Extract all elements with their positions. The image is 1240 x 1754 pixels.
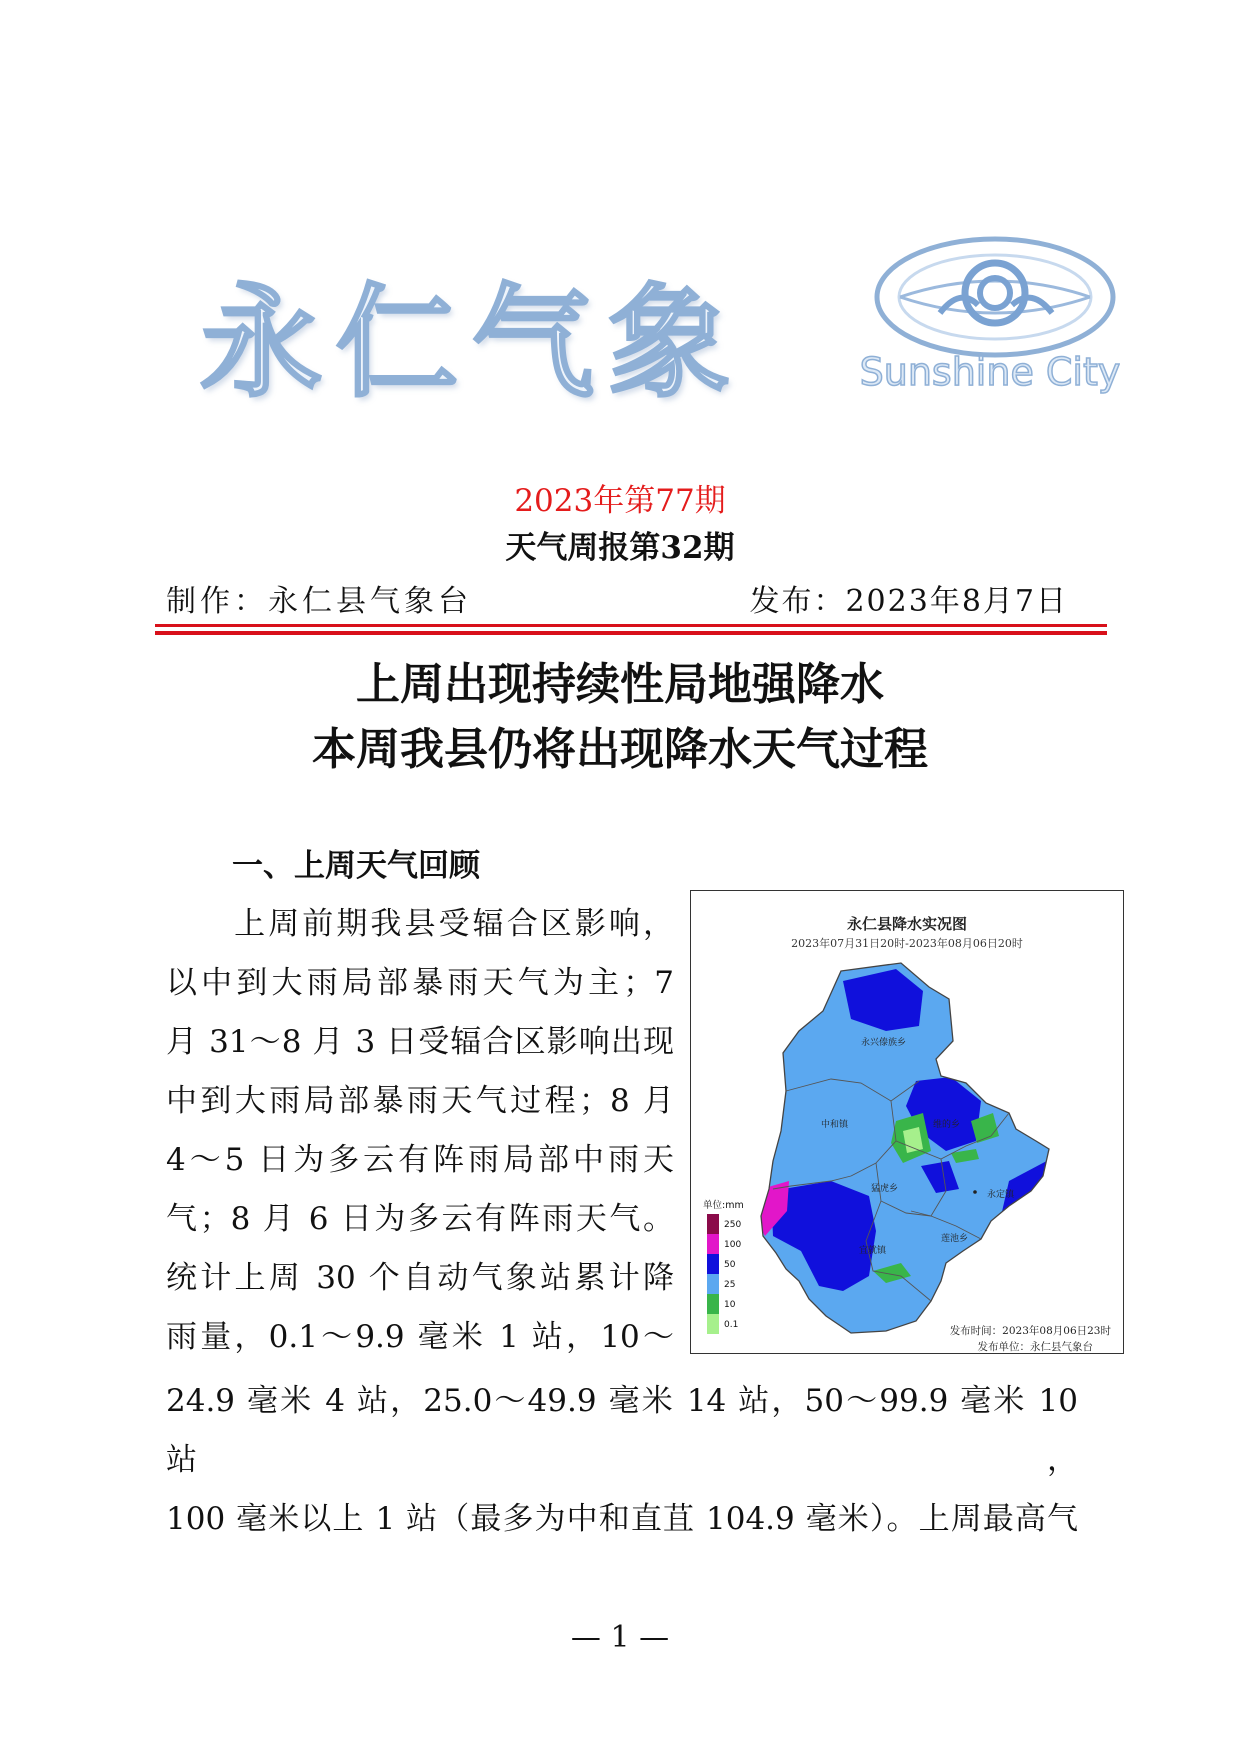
map-subtitle: 2023年07月31日20时-2023年08月06日20时 — [791, 937, 1023, 950]
town-label: 维的乡 — [933, 1120, 961, 1130]
paragraph-line: 统计上周 30 个自动气象站累计降 — [166, 1260, 674, 1296]
map-issue-time: 发布时间：2023年08月06日23时 — [949, 1325, 1111, 1337]
sunshine-city-logo — [860, 235, 1120, 405]
legend-swatch — [707, 1234, 719, 1254]
precipitation-map — [690, 890, 1124, 1354]
masthead — [200, 235, 1120, 414]
paragraph-line: 上周前期我县受辐合区影响， — [166, 906, 674, 942]
issue-number: 2023年第77期 — [514, 483, 726, 519]
maker-line: 制作：永仁县气象台 — [166, 584, 472, 619]
headline-line-2: 本周我县仍将出现降水天气过程 — [312, 724, 928, 775]
town-label: 永兴傣族乡 — [861, 1038, 907, 1048]
town-label: 莲池乡 — [941, 1234, 969, 1244]
publish-date: 发布：2023年8月7日 — [749, 584, 1068, 619]
legend-label: 50 — [724, 1260, 736, 1270]
town-label: 猛虎乡 — [871, 1184, 899, 1194]
legend-swatch — [707, 1294, 719, 1314]
masthead-title: 永仁气象 — [200, 272, 744, 414]
paragraph-line: 雨量，0.1～9.9 毫米 1 站，10～ — [166, 1319, 674, 1355]
paragraph-line: 4～5 日为多云有阵雨局部中雨天 — [166, 1142, 674, 1178]
legend-label: 0.1 — [724, 1320, 739, 1330]
section-title: 一、上周天气回顾 — [232, 848, 480, 884]
town-label: 中和镇 — [821, 1120, 849, 1130]
logo-text: Sunshine City — [860, 350, 1120, 394]
red-divider-thin — [155, 624, 1107, 627]
paragraph-line: 100 毫米以上 1 站（最多为中和直苴 104.9 毫米）。上周最高气 — [166, 1501, 1078, 1537]
paragraph-line: 24.9 毫米 4 站，25.0～49.9 毫米 14 站，50～99.9 毫米 10 站， — [166, 1383, 1078, 1478]
paragraph-line: 气；8 月 6 日为多云有阵雨天气。 — [166, 1201, 674, 1237]
legend-label: 250 — [724, 1220, 742, 1230]
county-map — [691, 891, 1123, 1353]
section-paragraph-full — [166, 1372, 1078, 1549]
town-label: 宜就镇 — [859, 1246, 887, 1256]
legend-swatch — [707, 1274, 719, 1294]
red-divider-thick — [155, 631, 1107, 635]
legend-label: 25 — [724, 1280, 736, 1290]
page-number: — 1 — — [570, 1620, 670, 1655]
paragraph-line: 月 31～8 月 3 日受辐合区影响出现 — [166, 1024, 674, 1060]
legend-label: 100 — [724, 1240, 742, 1250]
legend-title: 单位:mm — [703, 1200, 744, 1211]
paragraph-line: 以中到大雨局部暴雨天气为主；7 — [166, 965, 674, 1001]
map-issuer: 发布单位：永仁县气象台 — [977, 1341, 1093, 1353]
paragraph-line: 中到大雨局部暴雨天气过程；8 月 — [166, 1083, 674, 1119]
weekly-report-number: 天气周报第32期 — [505, 530, 735, 566]
map-title: 永仁县降水实况图 — [846, 915, 967, 933]
legend-swatch — [707, 1254, 719, 1274]
legend-swatch — [707, 1214, 719, 1234]
town-label: 永定镇 — [987, 1190, 1015, 1200]
legend-label: 10 — [724, 1300, 736, 1310]
legend-swatch — [707, 1314, 719, 1334]
headline-line-1: 上周出现持续性局地强降水 — [356, 659, 884, 710]
